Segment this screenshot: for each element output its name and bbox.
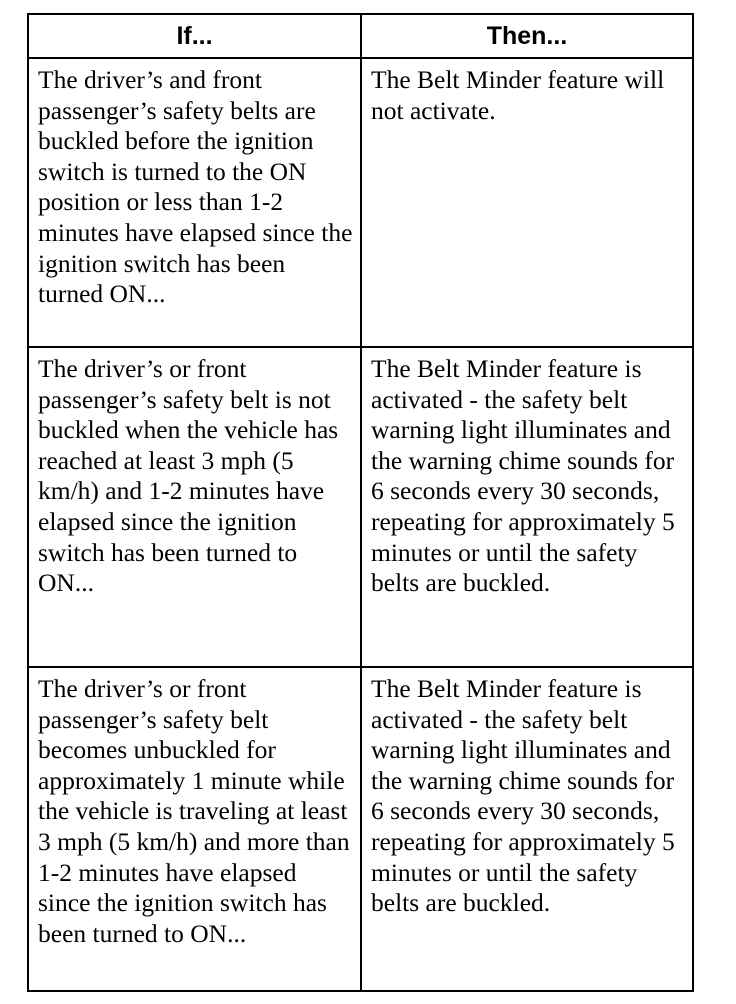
- condition-text: The driver’s or front passenger’s safety belt becomes unbuckled for approximately 1 minute while the vehicle is traveling at least 3 mph (5 km/h) and more than 1-2 minutes have elapsed since the ignition switch has been turned to ON...: [38, 674, 350, 948]
- then-cell: [361, 667, 693, 991]
- table-row: [28, 347, 693, 667]
- if-cell: [28, 347, 361, 667]
- condition-text: The driver’s and front passenger’s safety belts are buckled before the ignition switch is turned to the ON position or less than 1-2 minutes have elapsed since the ignition switch has been turned ON...: [38, 65, 353, 309]
- condition-text: The driver’s or front passenger’s safety belt is not buckled when the vehicle has reached at least 3 mph (5 km/h) and 1-2 minutes have elapsed since the ignition switch has been turned to ON...: [38, 354, 339, 598]
- then-column-header: Then...: [361, 14, 693, 58]
- table-row: [28, 667, 693, 991]
- table-row: [28, 58, 693, 347]
- header-row: [28, 14, 693, 58]
- if-cell: [28, 667, 361, 991]
- then-cell: [361, 58, 693, 347]
- result-text: The Belt Minder feature is activated - the safety belt warning light illuminates and the warning chime sounds for 6 seconds every 30 seconds, repeating for approximately 5 minutes or until the safety belts are buckled.: [371, 354, 675, 598]
- belt-minder-table: [27, 13, 694, 992]
- then-cell: [361, 347, 693, 667]
- if-column-header: If...: [28, 14, 361, 58]
- result-text: The Belt Minder feature is activated - the safety belt warning light illuminates and the warning chime sounds for 6 seconds every 30 seconds, repeating for approximately 5 minutes or until the safety belts are buckled.: [371, 674, 675, 918]
- if-cell: [28, 58, 361, 347]
- result-text: The Belt Minder feature will not activate.: [371, 65, 665, 125]
